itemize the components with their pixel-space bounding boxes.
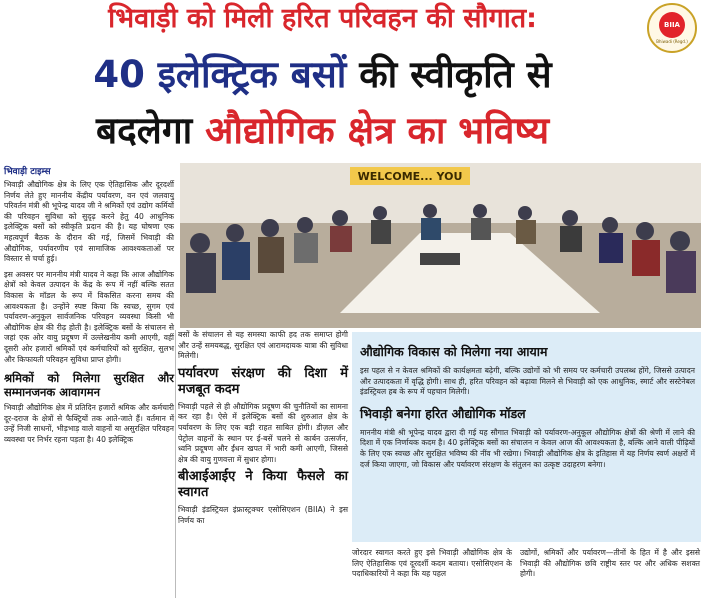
box-paragraph-2: माननीय मंत्री श्री भूपेन्द्र यादव द्वारा दी गई यह सौगात भिवाड़ी को पर्यावरण-अनुकूल औद्योगिक क्षेत्रों की श्रेणी में लाने की दिशा में एक निर्णायक कदम है। 40 इलेक्ट्रिक बसों का संचालन न केवल आज की आवश्यकता है, बल्कि आने वाली पीढ़ियों के लिए एक स्वच्छ और सुरक्षित भविष्य की नींव भी रखेगा। भिवाड़ी औद्योगिक क्षेत्र के इतिहास में यह निर्णय स्वर्ण अक्षरों में दर्ज किया जाएगा, जो विकास और पर्यावरण संरक्षण के संतुलन का उत्कृष्ट उदाहरण बनेगा। <box>360 427 695 469</box>
col2-paragraph-2: भिवाड़ी पहले से ही औद्योगिक प्रदूषण की चुनौतियों का सामना कर रहा है। ऐसे में इलेक्ट्रिक बसों की शुरुआत क्षेत्र के पर्यावरण के लिए एक बड़ी राहत साबित होगी। डीज़ल और पेट्रोल वाहनों के स्थान पर ई-बसें चलने से कार्बन उत्सर्जन, ध्वनि प्रदूषण और ईंधन खपत में भारी कमी आएगी, जिससे क्षेत्र की वायु गुणवत्ता में सुधार होगा। <box>178 401 348 464</box>
box-paragraph-1: इस पहल से न केवल श्रमिकों की कार्यक्षमता बढ़ेगी, बल्कि उद्योगों को भी समय पर कर्मचारी उपलब्ध होंगे, जिससे उत्पादन और उत्पादकता में वृद्धि होगी। साथ ही, हरित परिवहन को बढ़ावा मिलने से भिवाड़ी को एक आधुनिक, स्मार्ट और सस्टेनेबल इंडस्ट्रियल हब के रूप में पहचान मिलेगी। <box>360 366 695 397</box>
article-column-1 <box>4 180 174 450</box>
headline-line2-blue: 40 इलेक्ट्रिक बसों <box>93 53 347 96</box>
headline-line2-black: की स्वीकृति से <box>346 53 552 96</box>
byline: भिवाड़ी टाइम्स <box>4 167 51 177</box>
article-column-3: जोरदार स्वागत करते हुए इसे भिवाड़ी औद्योगिक क्षेत्र के लिए ऐतिहासिक एवं दूरदर्शी कदम बताया। एसोसिएशन के पदाधिकारियों ने कहा कि यह पहल <box>352 548 512 579</box>
meeting-photo <box>180 163 701 328</box>
article-column-2 <box>178 330 348 531</box>
col1-paragraph-1: भिवाड़ी औद्योगिक क्षेत्र के लिए एक ऐतिहासिक और दूरदर्शी निर्णय लेते हुए माननीय केंद्रीय पर्यावरण, वन एवं जलवायु परिवर्तन मंत्री श्री भूपेन्द्र यादव जी ने श्रमिकों एवं उद्योग कर्मियों की परिवहन सुविधा को सुदृढ़ करने हेतु 40 आधुनिक इलेक्ट्रिक बसों को स्वीकृति प्रदान की है। यह घोषणा एक महत्वपूर्ण बैठक के दौरान की गई, जिसमें भिवाड़ी की औद्योगिक, पर्यावरणीय एवं सामाजिक आवश्यकताओं पर विस्तार से चर्चा हुई। <box>4 180 174 264</box>
headline-line2 <box>0 52 645 98</box>
headline-line3-red: औद्योगिक क्षेत्र का भविष्य <box>205 109 550 152</box>
col1-paragraph-3: भिवाड़ी औद्योगिक क्षेत्र में प्रतिदिन हजारों श्रमिक और कर्मचारी दूर-दराज के क्षेत्रों से फैक्ट्रियों तक आते-जाते हैं। वर्तमान में उन्हें निजी साधनों, भीड़भाड़ वाले वाहनों या असुरक्षित परिवहन व्यवस्था पर निर्भर रहना पड़ता है। 40 इलेक्ट्रिक <box>4 403 174 444</box>
meeting-photo-illustration <box>180 163 701 328</box>
col2-subheading-1: पर्यावरण संरक्षण की दिशा में मजबूत कदम <box>178 365 348 397</box>
biia-logo-text: BIIA <box>659 12 685 38</box>
headline-line3 <box>0 108 645 154</box>
headline-line3-black: बदलेगा <box>95 109 206 152</box>
article-column-4: उद्योगों, श्रमिकों और पर्यावरण—तीनों के हित में है और इससे भिवाड़ी की औद्योगिक छवि राष्ट्रीय स्तर पर और अधिक सशक्त होगी। <box>520 548 700 579</box>
box-heading-2: भिवाड़ी बनेगा हरित औद्योगिक मॉडल <box>360 405 526 421</box>
column-divider <box>175 330 176 598</box>
col1-subheading: श्रमिकों को मिलेगा सुरक्षित और सम्मानजनक आवागमन <box>4 371 174 400</box>
col1-paragraph-2: इस अवसर पर माननीय मंत्री यादव ने कहा कि आज औद्योगिक क्षेत्रों को केवल उत्पादन के केंद्र के रूप में नहीं बल्कि सतत विकास के मॉडल के रूप में विकसित करना समय की आवश्यकता है। उन्होंने स्पष्ट किया कि स्वच्छ, सुगम एवं पर्यावरण-अनुकूल सार्वजनिक परिवहन व्यवस्था किसी भी औद्योगिक क्षेत्र की रीढ़ होती है। इलेक्ट्रिक बसों के संचालन से जहां एक ओर वायु प्रदूषण में उल्लेखनीय कमी आएगी, वहीं दूसरी ओर हजारों श्रमिकों एवं कर्मचारियों को सुरक्षित, सुलभ और किफायती परिवहन सुविधा प्राप्त होगी। <box>4 269 174 364</box>
biia-logo-subtext: Bhiwadi (Regd.) <box>656 39 688 44</box>
photo-banner-text: WELCOME... YOU <box>357 170 463 183</box>
col2-paragraph-3: भिवाड़ी इंडस्ट्रियल इंफ्रास्ट्रक्चर एसोसिएशन (BIIA) ने इस निर्णय का <box>178 505 348 525</box>
col2-paragraph-1: बसों के संचालन से यह समस्या काफी हद तक समाप्त होगी और उन्हें समयबद्ध, सुरक्षित एवं आरामदायक यात्रा की सुविधा मिलेगी। <box>178 330 348 361</box>
box-heading-1: औद्योगिक विकास को मिलेगा नया आयाम <box>360 344 548 359</box>
biia-logo <box>647 3 697 53</box>
col2-subheading-2: बीआईआईए ने किया फैसले का स्वागत <box>178 469 348 501</box>
highlight-box <box>352 332 701 542</box>
headline-line1: भिवाड़ी को मिली हरित परिवहन की सौगात: <box>108 3 537 34</box>
